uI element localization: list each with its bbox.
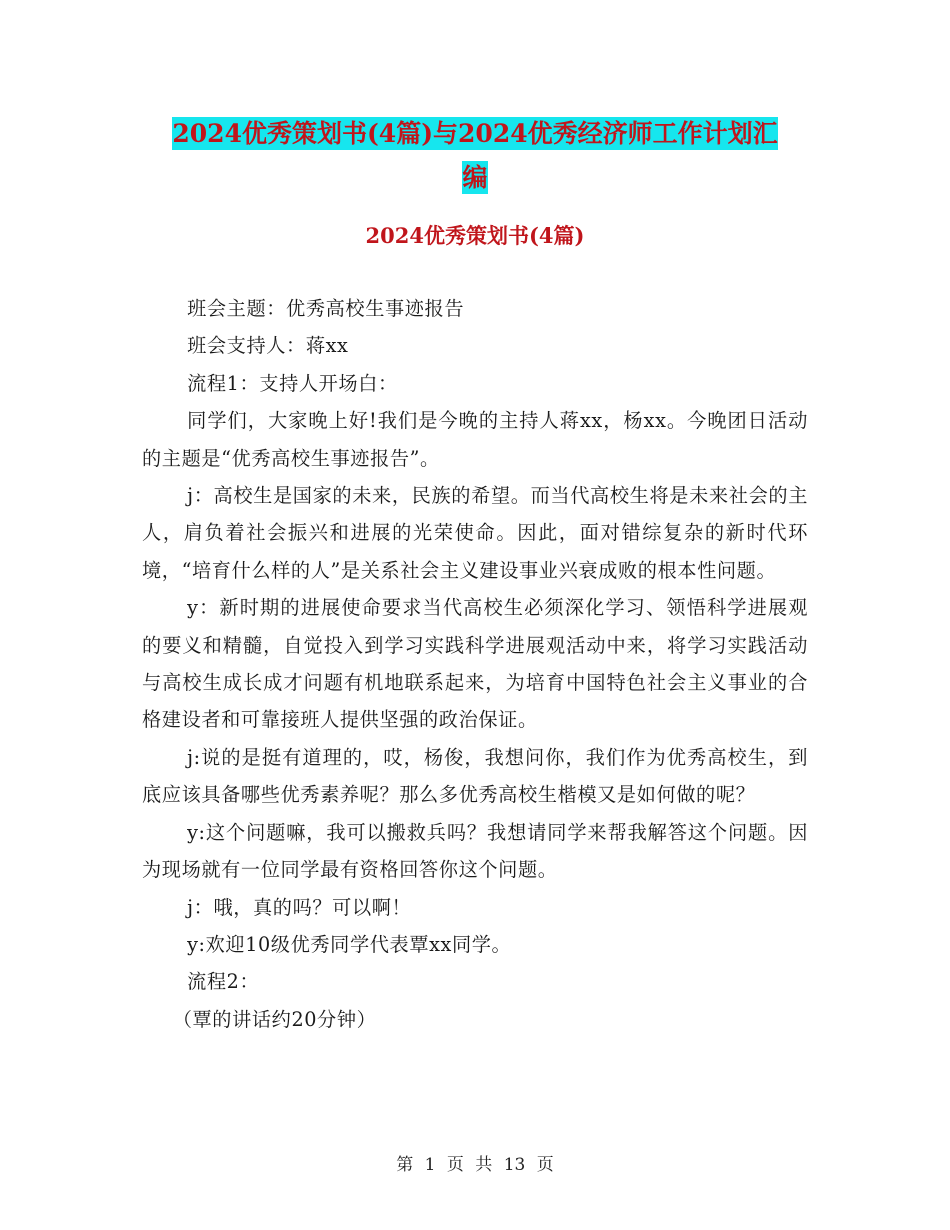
paragraph-meeting-host: 班会支持人：蒋xx [187,334,349,358]
paragraph-j-speech-1: j：高校生是国家的未来，民族的希望。而当代高校生将是未来社会的主人，肩负着社会振兴和进展的光荣使命。因此，面对错综复杂的新时代环境，“培育什么样的人”是关系社会主义建设事业兴衰成败的根本性问题。 [142,484,808,582]
paragraph-j-speech-3: j：哦，真的吗？可以啊！ [187,895,412,919]
paragraph-y-speech-1: y：新时期的进展使命要求当代高校生必须深化学习、领悟科学进展观的要义和精髓，自觉投入到学习实践科学进展观活动中来，将学习实践活动与高校生成长成才问题有机地联系起来，为培育中国特色社会主义事业的合格建设者和可靠接班人提供坚强的政治保证。 [142,596,808,732]
section-title: 2024优秀策划书(4篇) [365,223,585,248]
document-body [142,290,808,1038]
paragraph-y-speech-2: y:这个问题嘛，我可以搬救兵吗？我想请同学来帮我解答这个问题。因为现场就有一位同学最有资格回答你这个问题。 [142,820,808,882]
document-title-line-1: 2024优秀策划书(4篇)与2024优秀经济师工作计划汇 [172,119,778,148]
page-number-footer: 第 1 页 共 13 页 [396,1155,554,1175]
paragraph-meeting-theme: 班会主题：优秀高校生事迹报告 [187,297,465,320]
paragraph-y-speech-3: y:欢迎10级优秀同学代表覃xx同学。 [187,932,512,956]
paragraph-opening-greeting: 同学们，大家晚上好!我们是今晚的主持人蒋xx，杨xx。今晚团日活动的主题是“优秀高校生事迹报告”。 [142,409,808,470]
document-title [0,112,950,200]
paragraph-speech-duration-note: （覃的讲话约20分钟） [172,1007,377,1031]
paragraph-process-1: 流程1：支持人开场白： [187,371,398,395]
paragraph-process-2: 流程2： [187,970,260,994]
paragraph-j-speech-2: j:说的是挺有道理的，哎，杨俊，我想问你，我们作为优秀高校生，到底应该具备哪些优秀素养呢？那么多优秀高校生楷模又是如何做的呢？ [142,745,808,807]
document-title-line-2: 编 [462,163,488,192]
